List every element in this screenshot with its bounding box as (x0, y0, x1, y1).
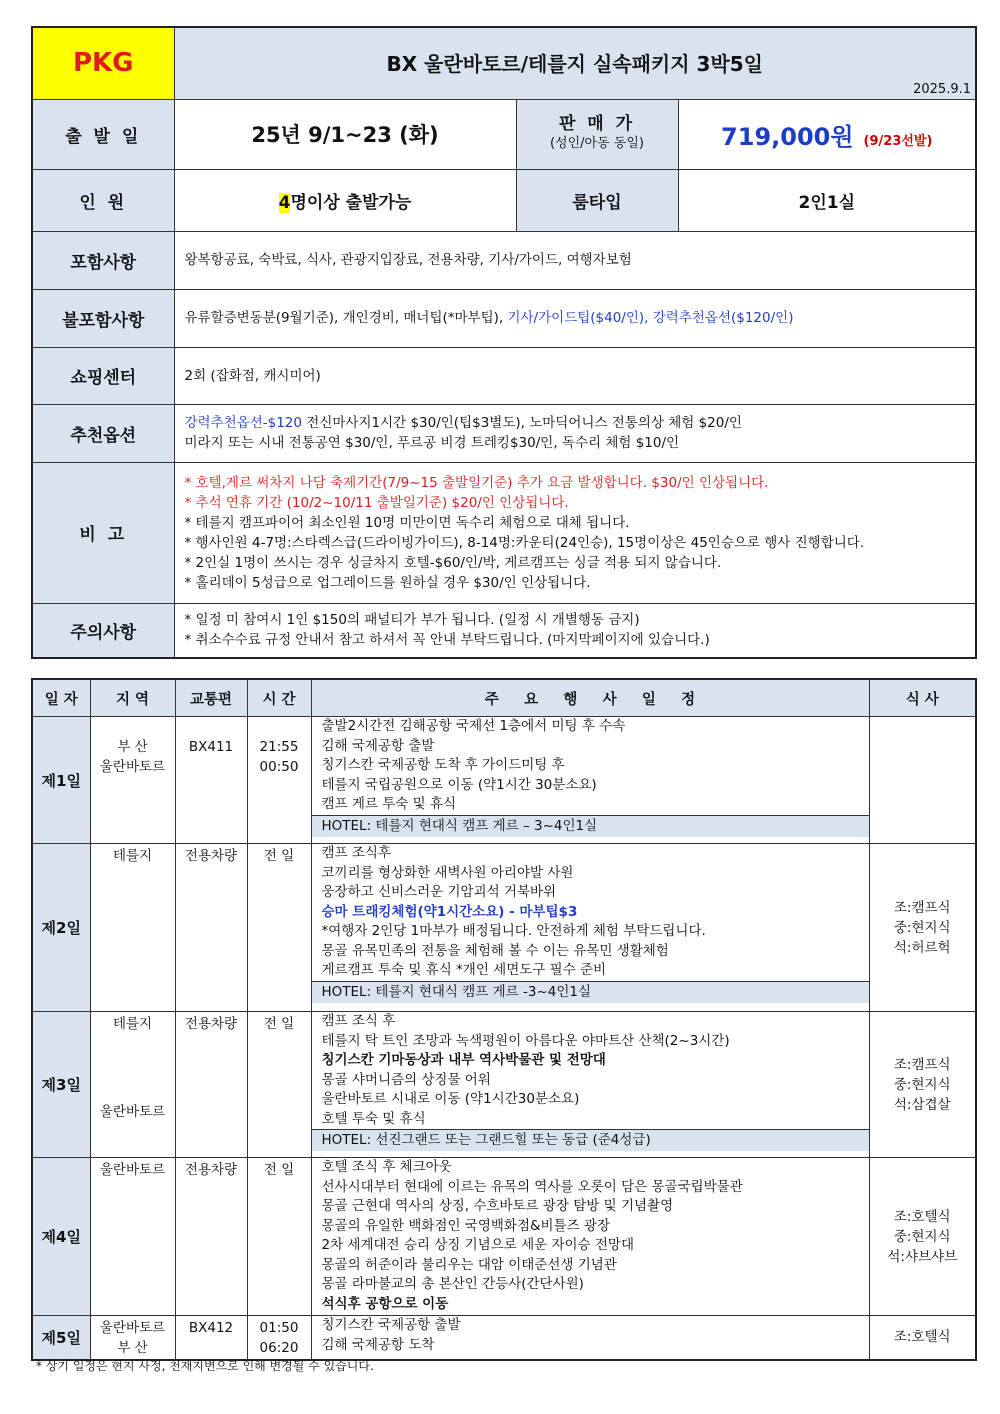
activity-line: 캠프 조식 후 (321, 1013, 396, 1029)
itinerary-row-day4 (32, 1158, 976, 1316)
people-cell (174, 169, 516, 231)
remark-item: * 홀리데이 5성급으로 업그레이드를 원하실 경우 $30/인 인상됩니다. (184, 574, 591, 591)
itinerary-row-day2 (32, 844, 976, 1012)
time: 00:50 (259, 759, 299, 775)
activity-cell (311, 1316, 869, 1360)
price-note: (9/23선발) (863, 133, 933, 149)
activity-line: 몽골 유목민족의 전통을 체험해 볼 수 이는 유목민 생활체험 (321, 942, 669, 959)
meal: 중:현지식 (893, 1076, 951, 1093)
activity-cell (311, 717, 869, 844)
col-meal: 식 사 (869, 679, 976, 717)
people-min: 4 (278, 192, 291, 213)
itinerary-row-day5 (32, 1316, 976, 1360)
activity-line: 몽골 샤머니즘의 상징물 어워 (321, 1071, 491, 1088)
caution-cell (174, 603, 976, 658)
transport: 전용차량 (175, 1158, 247, 1316)
time: 21:55 (259, 739, 299, 755)
itinerary-table (31, 678, 977, 1361)
time: 전 일 (247, 844, 311, 1012)
room-label: 룸타입 (516, 169, 678, 231)
price-value: 719,000원 (721, 122, 854, 151)
activity-cell (311, 844, 869, 1012)
meal: 조:호텔식 (869, 1316, 976, 1360)
departure-value: 25년 9/1~23 (화) (174, 99, 516, 169)
col-day: 일 자 (32, 679, 90, 717)
activity-line: 칭기스칸 기마동상과 내부 역사박물관 및 전망대 (321, 1052, 606, 1068)
meal: 중:현지식 (893, 919, 951, 936)
meal: 석:삼겹살 (893, 1096, 951, 1113)
day-label: 제2일 (32, 844, 90, 1012)
day-label: 제1일 (32, 717, 90, 844)
region-cell (90, 717, 175, 844)
activity-line: 울란바토르 시내로 이동 (약1시간30분소요) (321, 1091, 580, 1107)
time-cell (247, 1316, 311, 1360)
activity-line: 2차 세계대전 승리 상징 기념으로 세운 자이승 전망대 (321, 1237, 634, 1253)
price-sub: (성인/아동 동일) (549, 136, 644, 151)
remark-item: * 행사인원 4-7명:스타렉스급(드라이빙가이드), 8-14명:카운티(24인승), 15명이상은 45인승으로 행사 진행합니다. (184, 534, 865, 551)
meal-cell (869, 1012, 976, 1158)
activity-line: 몽골 근현대 역사의 상징, 수흐바토르 광장 탐방 및 기념촬영 (321, 1198, 674, 1214)
activity-line: 코끼리를 형상화한 새벽사원 아리야발 사원 (321, 864, 574, 881)
excluded-value: 유류할증변동분(9월기준), 개인경비, 매너팁(*마부팁), (184, 310, 504, 326)
people-value: 명이상 출발가능 (290, 192, 412, 213)
col-time: 시 간 (247, 679, 311, 717)
activity-line: 캠프 조식후 (321, 845, 391, 861)
time: 전 일 (247, 1158, 311, 1316)
meal-cell (869, 717, 976, 844)
meal: 조:캠프식 (893, 899, 951, 916)
day-label: 제3일 (32, 1012, 90, 1158)
activity-line: 호텔 투숙 및 휴식 (321, 1110, 426, 1127)
people-label: 인 원 (32, 169, 174, 231)
option-label: 추천옵션 (32, 404, 174, 462)
activity-line: 캠프 게르 투숙 및 휴식 (321, 796, 457, 812)
transport: 전용차량 (175, 1012, 247, 1158)
region-cell (90, 1012, 175, 1158)
activity-line: 승마 트래킹체험(약1시간소요) - 마부팁$3 (321, 903, 578, 920)
itinerary-footnote: * 상기 일정은 현지 사정, 천재지변으로 인해 변경될 수 있습니다. (36, 1359, 374, 1373)
time: 전 일 (247, 1012, 311, 1158)
option-highlight: 강력추천옵션-$120 (184, 415, 302, 431)
activity-line: 출발2시간전 김해공항 국제선 1층에서 미팅 후 수속 (321, 718, 626, 734)
remark-item: * 테를지 캠프파이어 최소인원 10명 미만이면 독수리 체험으로 대체 됩니다. (184, 514, 630, 531)
shopping-label: 쇼핑센터 (32, 347, 174, 404)
transport: BX412 (175, 1316, 247, 1360)
region: 울란바토르 (99, 759, 166, 775)
day-label: 제4일 (32, 1158, 90, 1316)
activity-line: 칭기스칸 국제공항 도착 후 가이드미팅 후 (321, 757, 565, 773)
price-cell (678, 99, 976, 169)
caution-label: 주의사항 (32, 603, 174, 658)
option-line-1: 전신마사지1시간 $30/인(팁$3별도), 노마딕어니스 전통의상 체험 $20/인 (301, 415, 742, 431)
region: 테를지 (90, 844, 175, 1012)
caution-item: * 일정 미 참여시 1인 $150의 패널티가 부가 됩니다. (일정 시 개별행동 금지) (184, 612, 640, 629)
meal: 조:호텔식 (893, 1208, 951, 1225)
activity-line: 몽골의 허준이라 불리우는 대암 이태준선생 기념관 (321, 1256, 617, 1273)
activity-cell (311, 1158, 869, 1316)
hotel-line: HOTEL: 테를지 현대식 캠프 게르 -3~4인1실 (312, 981, 869, 1003)
remarks-cell (174, 462, 976, 603)
day-label: 제5일 (32, 1316, 90, 1360)
remark-item: * 2인실 1명이 쓰시는 경우 싱글차지 호텔-$60/인/박, 게르캠프는 싱글 적용 되지 않습니다. (184, 554, 722, 571)
meal-cell (869, 1158, 976, 1316)
activity-line: 웅장하고 신비스러운 기암괴석 거북바위 (321, 884, 557, 900)
package-info-table (31, 26, 977, 659)
region-cell (90, 1316, 175, 1360)
activity-line: 테를지 탁 트인 조망과 녹색평원이 아름다운 야마트산 산책(2~3시간) (321, 1032, 730, 1049)
caution-item: * 취소수수료 규정 안내서 참고 하셔서 꼭 안내 부탁드립니다. (마지막페이지에 있습니다.) (184, 632, 710, 649)
option-line-2: 미라지 또는 시내 전통공연 $30/인, 푸르공 비경 트레킹$30/인, 독수리 체험 $10/인 (184, 435, 680, 451)
page-title: BX 울란바토르/테를지 실속패키지 3박5일 (386, 52, 763, 76)
remark-item: * 호텔,게르 써차지 나담 축제기간(7/9~15 출발일기준) 추가 요금 발생합니다. $30/인 인상됩니다. (184, 474, 769, 491)
excluded-cell (174, 289, 976, 347)
included-value: 왕복항공료, 숙박료, 식사, 관광지입장료, 전용차량, 기사/가이드, 여행자보험 (174, 231, 976, 289)
time: 06:20 (259, 1340, 299, 1356)
activity-line: 김해 국제공항 출발 (321, 737, 435, 754)
title-cell (174, 27, 976, 99)
remarks-label: 비 고 (32, 462, 174, 603)
activity-line: 선사시대부터 현대에 이르는 유목의 역사를 오롯이 담은 몽골국립박물관 (321, 1178, 743, 1195)
issue-date: 2025.9.1 (913, 81, 971, 97)
meal: 석:샤브샤브 (887, 1248, 958, 1265)
activity-line: *여행자 2인당 1마부가 배정됩니다. 안전하게 체험 부탁드립니다. (321, 923, 706, 939)
hotel-line: HOTEL: 선진그랜드 또는 그랜드힐 또는 동급 (준4성급) (312, 1129, 869, 1151)
included-label: 포함사항 (32, 231, 174, 289)
col-region: 지 역 (90, 679, 175, 717)
region: 울란바토르 (99, 1320, 166, 1336)
hotel-line: HOTEL: 테를지 현대식 캠프 게르 – 3~4인1실 (312, 815, 869, 837)
activity-line: 테를지 국립공원으로 이동 (약1시간 30분소요) (321, 776, 597, 793)
activity-line: 호텔 조식 후 체크아웃 (321, 1159, 452, 1175)
meal: 조:캠프식 (893, 1056, 951, 1073)
itinerary-row-day3 (32, 1012, 976, 1158)
option-cell (174, 404, 976, 462)
time-cell (247, 717, 311, 844)
activity-cell (311, 1012, 869, 1158)
activity-line: 김해 국제공항 도착 (321, 1336, 435, 1353)
col-transport: 교통편 (175, 679, 247, 717)
itinerary-header-row (32, 679, 976, 717)
departure-label: 출 발 일 (32, 99, 174, 169)
meal: 석:허르헉 (893, 939, 951, 956)
region: 부 산 (117, 1340, 148, 1356)
excluded-label: 불포함사항 (32, 289, 174, 347)
transport: BX411 (175, 717, 247, 844)
activity-line: 칭기스칸 국제공항 출발 (321, 1317, 461, 1333)
region: 테를지 (112, 1016, 153, 1032)
shopping-value: 2회 (잡화점, 캐시미어) (174, 347, 976, 404)
price-label-cell (516, 99, 678, 169)
activity-line: 몽골 라마불교의 총 본산인 간등사(간단사원) (321, 1276, 584, 1292)
excluded-tips: 기사/가이드팁($40/인), 강력추천옵션($120/인) (503, 310, 794, 326)
region: 울란바토르 (99, 1104, 166, 1120)
region: 울란바토르 (90, 1158, 175, 1316)
region: 부 산 (117, 739, 148, 755)
col-schedule: 주 요 행 사 일 정 (311, 679, 869, 717)
activity-line: 게르캠프 투숙 및 휴식 *개인 세면도구 필수 준비 (321, 962, 607, 978)
room-value: 2인1실 (678, 169, 976, 231)
activity-line: 몽골의 유일한 백화점인 국영백화점&비틀즈 광장 (321, 1217, 611, 1234)
meal-cell (869, 844, 976, 1012)
price-label: 판 매 가 (558, 114, 636, 134)
itinerary-row-day1 (32, 717, 976, 844)
transport: 전용차량 (175, 844, 247, 1012)
activity-line: 석식후 공항으로 이동 (321, 1295, 449, 1312)
pkg-badge: PKG (32, 27, 174, 99)
meal: 중:현지식 (893, 1228, 951, 1245)
time: 01:50 (259, 1320, 299, 1336)
remark-item: * 추석 연휴 기간 (10/2~10/11 출발일기준) $20/인 인상됩니다. (184, 494, 569, 511)
